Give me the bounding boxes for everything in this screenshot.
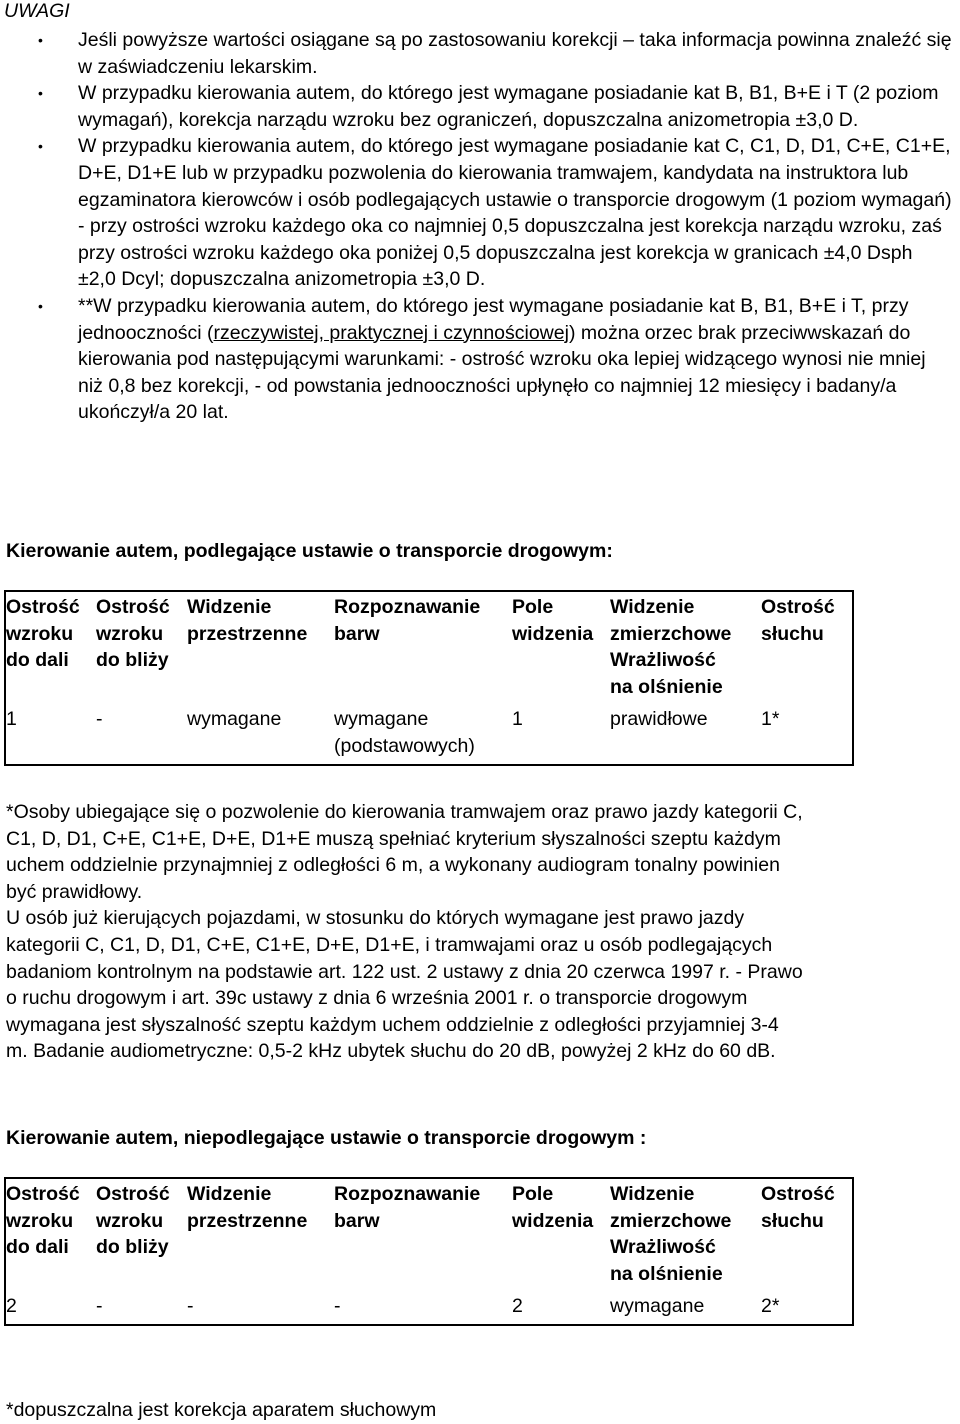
footnote-line: uchem oddzielnie przynajmniej z odległości 6 m, a wykonany audiogram tonalny powinien [6,854,780,877]
table-header-cell-line: wzroku [96,622,164,645]
uwagi-item-text: W przypadku kierowania autem, do którego jest wymagane posiadanie kat C, C1, D, D1, C+E, C1+E, D+E, D1+E lub w przypadku pozwolenia do kierowania tramwajem, kandydata na instruktora lub egzaminatora kierowców i osób podlegających ustawie o transporcie drogowym (1 poziom wymagań) - przy ostrości wzroku każdego oka co najmniej 0,5 dopuszczalna jest korekcja narządu wzroku, zaś przy ostrości wzroku każdego oka poniżej 0,5 dopuszczalna jest korekcja w granicach ±4,0 Dsph ±2,0 Dcyl; dopuszczalna anizometropia ±3,0 D. [78,135,952,291]
footnote-line: kategorii C, C1, D, D1, C+E, C1+E, D+E, D1+E, i tramwajami oraz u osób podlegających [6,933,773,956]
footnote-hearing-aid: *dopuszczalna jest korekcja aparatem słuchowym [6,1399,437,1421]
bullet-icon: • [38,138,43,155]
requirements-table-transport [4,590,854,766]
table-header-cell [5,591,96,704]
table-header-cell-line: Ostrość [6,596,80,618]
table-cell-line: wymagane [610,1295,705,1318]
uwagi-item-text-underlined: rzeczywistej, praktycznej i czynnościowej [213,321,569,344]
table-header-cell-line: Widzenie [610,1183,695,1205]
table-cell-line: - [187,1295,194,1318]
table-header-cell-line: Ostrość [6,1183,80,1205]
uwagi-item [0,133,955,293]
uwagi-item-text: Jeśli powyższe wartości osiągane są po zastosowaniu korekcji – taka informacja powinna znaleźć się w zaświadczeniu lekarskim. [78,29,952,78]
table-cell [512,1291,610,1325]
table-cell-line: wymagane [334,708,429,731]
table-header-cell [761,1178,853,1291]
table-header-cell-line: Rozpoznawanie [334,596,481,618]
table-header-cell-line: wzroku [96,1209,164,1232]
uwagi-item-text: W przypadku kierowania autem, do którego jest wymagane posiadanie kat B, B1, B+E i T (2 poziom wymagań), korekcja narządu wzroku bez ograniczeń, dopuszczalna anizometropia ±3,0 D. [78,82,939,131]
footnote-line: być prawidłowy. [6,880,143,903]
table-header-cell [610,591,761,704]
table-cell-line: - [334,1295,341,1318]
bullet-icon: • [38,297,43,314]
table-cell [187,704,334,764]
footnote-line: C1, D, D1, C+E, C1+E, D+E, D1+E muszą spełniać kryterium słyszalności szeptu każdym [6,827,781,850]
table-cell-line: - [96,708,103,731]
table-cell [512,704,610,764]
table-cell [187,1291,334,1325]
table-cell-line: 1 [6,708,17,731]
table-cell [5,1291,96,1325]
table-header-row [5,591,853,704]
table-cell-line: (podstawowych) [334,734,475,757]
footnote-line: badaniom kontrolnym na podstawie art. 122 ust. 2 ustawy z dnia 20 czerwca 1997 r. - Prawo [6,960,803,983]
table-header-cell-line: Ostrość [96,596,170,618]
table-header-cell-line: wzroku [6,1209,74,1232]
table-header-cell-line: przestrzenne [187,1209,308,1232]
table-cell [761,1291,853,1325]
table-header-cell-line: zmierzchowe [610,1209,732,1232]
table-header-cell-line: barw [334,622,380,645]
table-header-cell-line: na olśnienie [610,1262,723,1285]
table-cell [5,704,96,764]
table-header-cell-line: Ostrość [761,1183,835,1205]
table-header-cell-line: Widzenie [187,1183,272,1205]
table-header-cell-line: Wrażliwość [610,1236,716,1259]
uwagi-title: UWAGI [4,0,70,22]
table-cell [610,704,761,764]
uwagi-list [0,27,955,426]
table-row [5,704,853,764]
table-header-cell-line: Ostrość [96,1183,170,1205]
uwagi-item [0,293,955,426]
footnote-line: wymagana jest słyszalność szeptu każdym uchem oddzielnie z odległości przyjamniej 3-4 [6,1013,779,1036]
uwagi-item-text-after: ) można orzec brak przeciwwskazań do kierowania pod następującymi warunkami: - ostrość wzroku oka lepiej widzącego wynosi nie mniej niż 0,8 bez korekcji, - od powstania jednooczności upłynęło co najmniej 12 miesięcy i badany/a ukończył/a 20 lat. [78,321,926,424]
table-cell [334,1291,512,1325]
table-header-cell-line: zmierzchowe [610,622,732,645]
table-cell [96,1291,187,1325]
table-header-cell [512,1178,610,1291]
section-heading-non-transport: Kierowanie autem, niepodlegające ustawie o transporcie drogowym : [6,1127,647,1149]
footnote-line: *Osoby ubiegające się o pozwolenie do kierowania tramwajem oraz prawo jazdy kategorii C, [6,801,803,823]
table-header-cell-line: wzroku [6,622,74,645]
table-cell [334,704,512,764]
table-header-cell [5,1178,96,1291]
table-header-cell [187,591,334,704]
bullet-icon: • [38,85,43,102]
table-header-cell [96,591,187,704]
table-header-cell-line: słuchu [761,622,824,645]
table-header-cell-line: do bliży [96,1236,169,1259]
bullet-icon: • [38,32,43,48]
table-cell-line: 1 [512,708,523,731]
table-header-cell-line: Rozpoznawanie [334,1183,481,1205]
table-cell-line: 1* [761,708,780,731]
table-header-cell [334,591,512,704]
table-header-cell [96,1178,187,1291]
table-header-cell [187,1178,334,1291]
footnote-line: U osób już kierujących pojazdami, w stosunku do których wymagane jest prawo jazdy [6,907,745,930]
uwagi-item [0,27,955,80]
table-cell-line: 2 [512,1295,523,1318]
footnote-line: o ruchu drogowym i art. 39c ustawy z dnia 6 września 2001 r. o transporcie drogowym [6,987,748,1010]
table-header-cell-line: Widzenie [610,596,695,618]
table-header-cell-line: na olśnienie [610,675,723,698]
section-heading-transport: Kierowanie autem, podlegające ustawie o transporcie drogowym: [6,540,613,562]
uwagi-item [0,80,955,133]
table-cell [761,704,853,764]
table-header-row [5,1178,853,1291]
requirements-table-non-transport [4,1177,854,1326]
table-header-cell [334,1178,512,1291]
table-header-cell-line: przestrzenne [187,622,308,645]
table-cell-line: wymagane [187,708,282,731]
table-header-cell-line: Pole [512,596,554,618]
table-header-cell-line: barw [334,1209,380,1232]
table-header-cell [761,591,853,704]
table-header-cell-line: do dali [6,1236,69,1259]
table-cell [610,1291,761,1325]
table-header-cell-line: do dali [6,649,69,672]
table-header-cell-line: widzenia [512,622,594,645]
table-header-cell [512,591,610,704]
table-cell [96,704,187,764]
table-header-cell-line: Widzenie [187,596,272,618]
table-header-cell [610,1178,761,1291]
table-header-cell-line: Pole [512,1183,554,1205]
table-cell-line: prawidłowe [610,708,708,731]
table-cell-line: 2* [761,1295,780,1318]
table-row [5,1291,853,1325]
table-header-cell-line: Ostrość [761,596,835,618]
footnote-line: m. Badanie audiometryczne: 0,5-2 kHz ubytek słuchu do 20 dB, powyżej 2 kHz do 60 dB. [6,1040,776,1063]
table-header-cell-line: do bliży [96,649,169,672]
table-cell-line: 2 [6,1295,17,1318]
uwagi-item-text-before: **W przypadku kierowania autem, do którego jest wymagane posiadanie kat B, B1, B+E i T, przy jednooczności ( [78,294,909,344]
table-cell-line: - [96,1295,103,1318]
table-header-cell-line: słuchu [761,1209,824,1232]
table-header-cell-line: Wrażliwość [610,649,716,672]
footnote-hearing-transport [6,799,956,1065]
table-header-cell-line: widzenia [512,1209,594,1232]
